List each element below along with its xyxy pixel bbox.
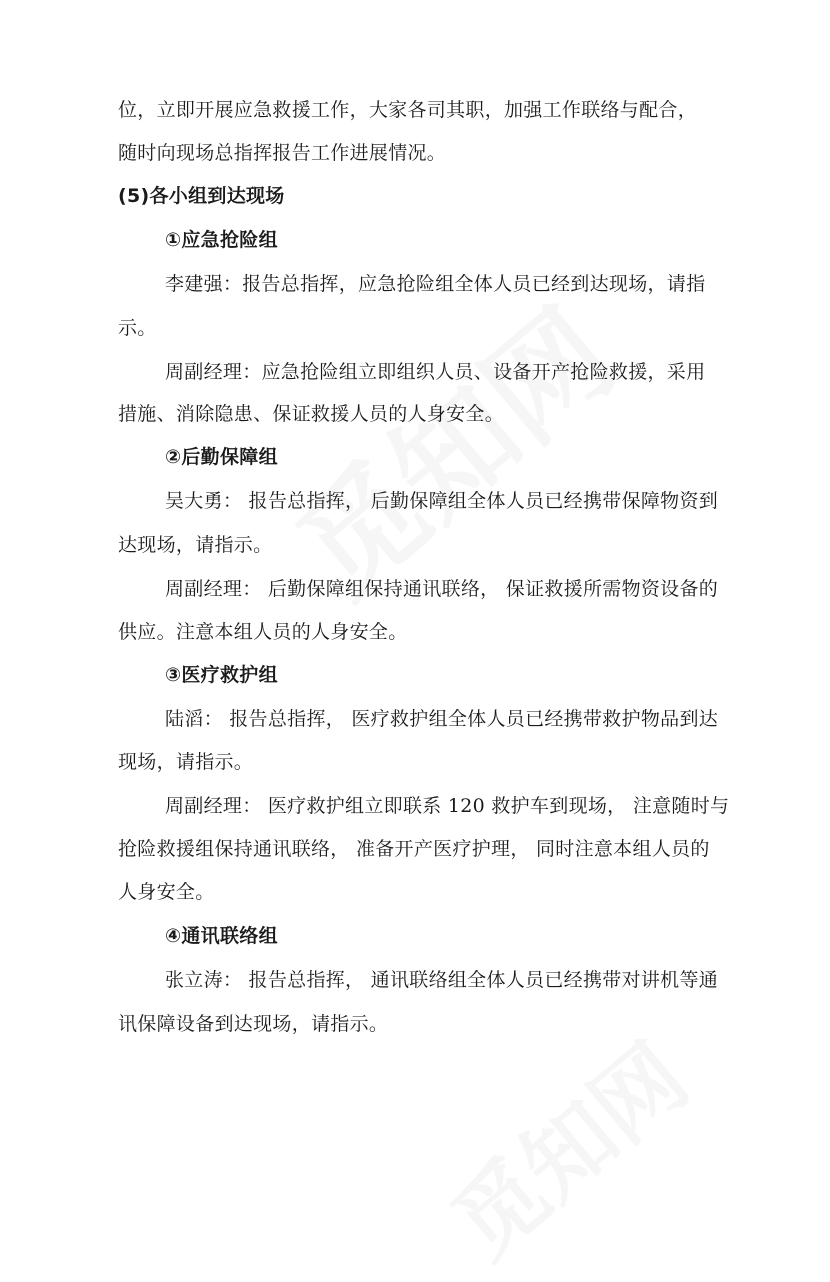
paragraph-line: 达现场，请指示。 [118,534,273,556]
watermark [257,264,643,627]
paragraph-line: 吴大勇： 报告总指挥， 后勤保障组全体人员已经携带保障物资到 [165,490,719,512]
watermark [420,1008,710,1281]
paragraph-line: 示。 [118,317,157,339]
subsection-heading: ①应急抢险组 [165,229,278,251]
paragraph-line: 周副经理： 医疗救护组立即联系 120 救护车到现场， 注意随时与 [165,795,730,817]
paragraph-line: 抢险救援组保持通讯联络， 准备开产医疗护理， 同时注意本组人员的 [118,838,710,860]
paragraph-line: 位，立即开展应急救援工作，大家各司其职，加强工作联络与配合， [118,99,698,121]
paragraph-line: 李建强：报告总指挥，应急抢险组全体人员已经到达现场，请指 [165,273,706,295]
paragraph-line: 张立涛： 报告总指挥， 通讯联络组全体人员已经携带对讲机等通 [165,969,719,991]
paragraph-line: 人身安全。 [118,881,215,903]
section-heading: (5)各小组到达现场 [118,185,285,207]
subsection-heading: ③医疗救护组 [165,664,278,686]
paragraph-line: 现场，请指示。 [118,751,254,773]
paragraph-line: 周副经理：应急抢险组立即组织人员、设备开产抢险救援，采用 [165,361,706,383]
subsection-heading: ④通讯联络组 [165,925,278,947]
paragraph-line: 周副经理： 后勤保障组保持通讯联络， 保证救援所需物资设备的 [165,578,719,600]
paragraph-line: 陆滔： 报告总指挥， 医疗救护组全体人员已经携带救护物品到达 [165,708,719,730]
subsection-heading: ②后勤保障组 [165,446,278,468]
paragraph-line: 讯保障设备到达现场，请指示。 [118,1013,389,1035]
paragraph-line: 措施、消除隐患、保证救援人员的人身安全。 [118,403,505,425]
paragraph-line: 供应。注意本组人员的人身安全。 [118,621,408,643]
paragraph-line: 随时向现场总指挥报告工作进展情况。 [118,142,447,164]
